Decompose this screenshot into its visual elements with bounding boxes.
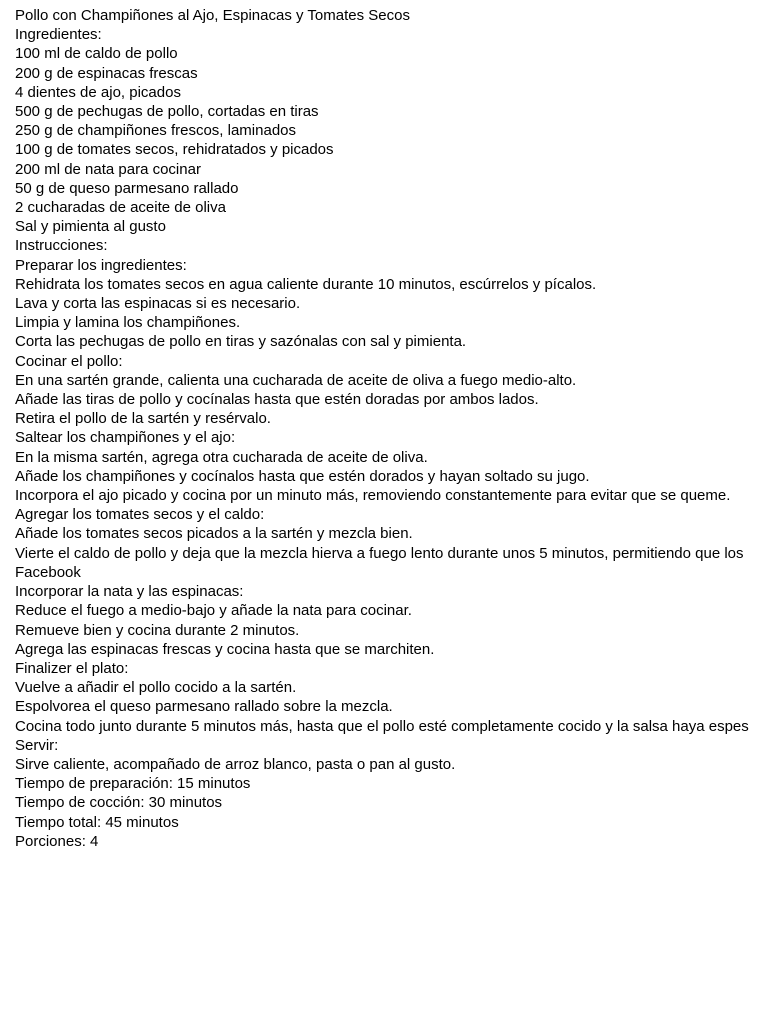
instruction-line: Remueve bien y cocina durante 2 minutos. bbox=[15, 621, 300, 639]
step-heading: Incorporar la nata y las espinacas: bbox=[15, 583, 244, 601]
instruction-line: Vierte el caldo de pollo y deja que la mezcla hierva a fuego lento durante unos 5 minutos, permitiendo que los bbox=[15, 544, 744, 562]
ingredient-line: 2 cucharadas de aceite de oliva bbox=[15, 199, 226, 217]
ingredient-line: 200 g de espinacas frescas bbox=[15, 64, 198, 82]
instruction-line: Cocina todo junto durante 5 minutos más, hasta que el pollo esté completamente cocido y la salsa haya espes bbox=[15, 717, 749, 735]
step-heading: Servir: bbox=[15, 736, 59, 754]
instruction-line: Añade los tomates secos picados a la sartén y mezcla bien. bbox=[15, 525, 413, 543]
instruction-line: Limpia y lamina los champiñones. bbox=[15, 314, 241, 332]
step-heading: Finalizer el plato: bbox=[15, 659, 129, 677]
instruction-line: Sirve caliente, acompañado de arroz blanco, pasta o pan al gusto. bbox=[15, 755, 456, 773]
instruction-line: Espolvorea el queso parmesano rallado sobre la mezcla. bbox=[15, 698, 393, 716]
ingredient-line: 4 dientes de ajo, picados bbox=[15, 83, 181, 101]
step-heading: Preparar los ingredientes: bbox=[15, 256, 187, 274]
instruction-line: Retira el pollo de la sartén y resérvalo. bbox=[15, 410, 271, 428]
step-heading: Cocinar el pollo: bbox=[15, 352, 123, 370]
instruction-line: En una sartén grande, calienta una cucharada de aceite de oliva a fuego medio-alto. bbox=[15, 371, 577, 389]
ingredient-line: Sal y pimienta al gusto bbox=[15, 218, 166, 236]
ingredient-line: 250 g de champiñones frescos, laminados bbox=[15, 122, 297, 140]
servings: Porciones: 4 bbox=[15, 832, 99, 850]
instruction-line: En la misma sartén, agrega otra cucharada de aceite de oliva. bbox=[15, 448, 428, 466]
instruction-line: Corta las pechugas de pollo en tiras y sazónalas con sal y pimienta. bbox=[15, 333, 467, 351]
instruction-line: Agrega las espinacas frescas y cocina hasta que se marchiten. bbox=[15, 640, 435, 658]
instruction-line: Reduce el fuego a medio-bajo y añade la nata para cocinar. bbox=[15, 602, 412, 620]
ingredient-line: 200 ml de nata para cocinar bbox=[15, 160, 201, 178]
ingredient-line: 50 g de queso parmesano rallado bbox=[15, 179, 239, 197]
total-time: Tiempo total: 45 minutos bbox=[15, 813, 179, 831]
cook-time: Tiempo de cocción: 30 minutos bbox=[15, 794, 223, 812]
ingredient-line: 100 g de tomates secos, rehidratados y picados bbox=[15, 141, 334, 159]
instruction-line: Añade las tiras de pollo y cocínalas hasta que estén doradas por ambos lados. bbox=[15, 391, 539, 409]
instruction-line: Rehidrata los tomates secos en agua caliente durante 10 minutos, escúrrelos y pícalos. bbox=[15, 275, 597, 293]
step-heading: Saltear los champiñones y el ajo: bbox=[15, 429, 236, 447]
instructions-heading: Instrucciones: bbox=[15, 237, 108, 255]
recipe-title: Pollo con Champiñones al Ajo, Espinacas y Tomates Secos bbox=[15, 7, 410, 24]
recipe-document bbox=[15, 6, 768, 851]
ingredients-heading: Ingredientes: bbox=[15, 26, 102, 44]
instruction-line: Vuelve a añadir el pollo cocido a la sartén. bbox=[15, 679, 297, 697]
prep-time: Tiempo de preparación: 15 minutos bbox=[15, 775, 251, 793]
ingredient-line: 500 g de pechugas de pollo, cortadas en tiras bbox=[15, 103, 319, 121]
instruction-line: Incorpora el ajo picado y cocina por un minuto más, removiendo constantemente para evitar que se queme. bbox=[15, 487, 731, 505]
instruction-line: Añade los champiñones y cocínalos hasta que estén dorados y hayan soltado su jugo. bbox=[15, 467, 590, 485]
ingredient-line: 100 ml de caldo de pollo bbox=[15, 45, 178, 63]
instruction-line: Lava y corta las espinacas si es necesario. bbox=[15, 295, 301, 313]
stray-text-line: Facebook bbox=[15, 563, 81, 581]
step-heading: Agregar los tomates secos y el caldo: bbox=[15, 506, 265, 524]
